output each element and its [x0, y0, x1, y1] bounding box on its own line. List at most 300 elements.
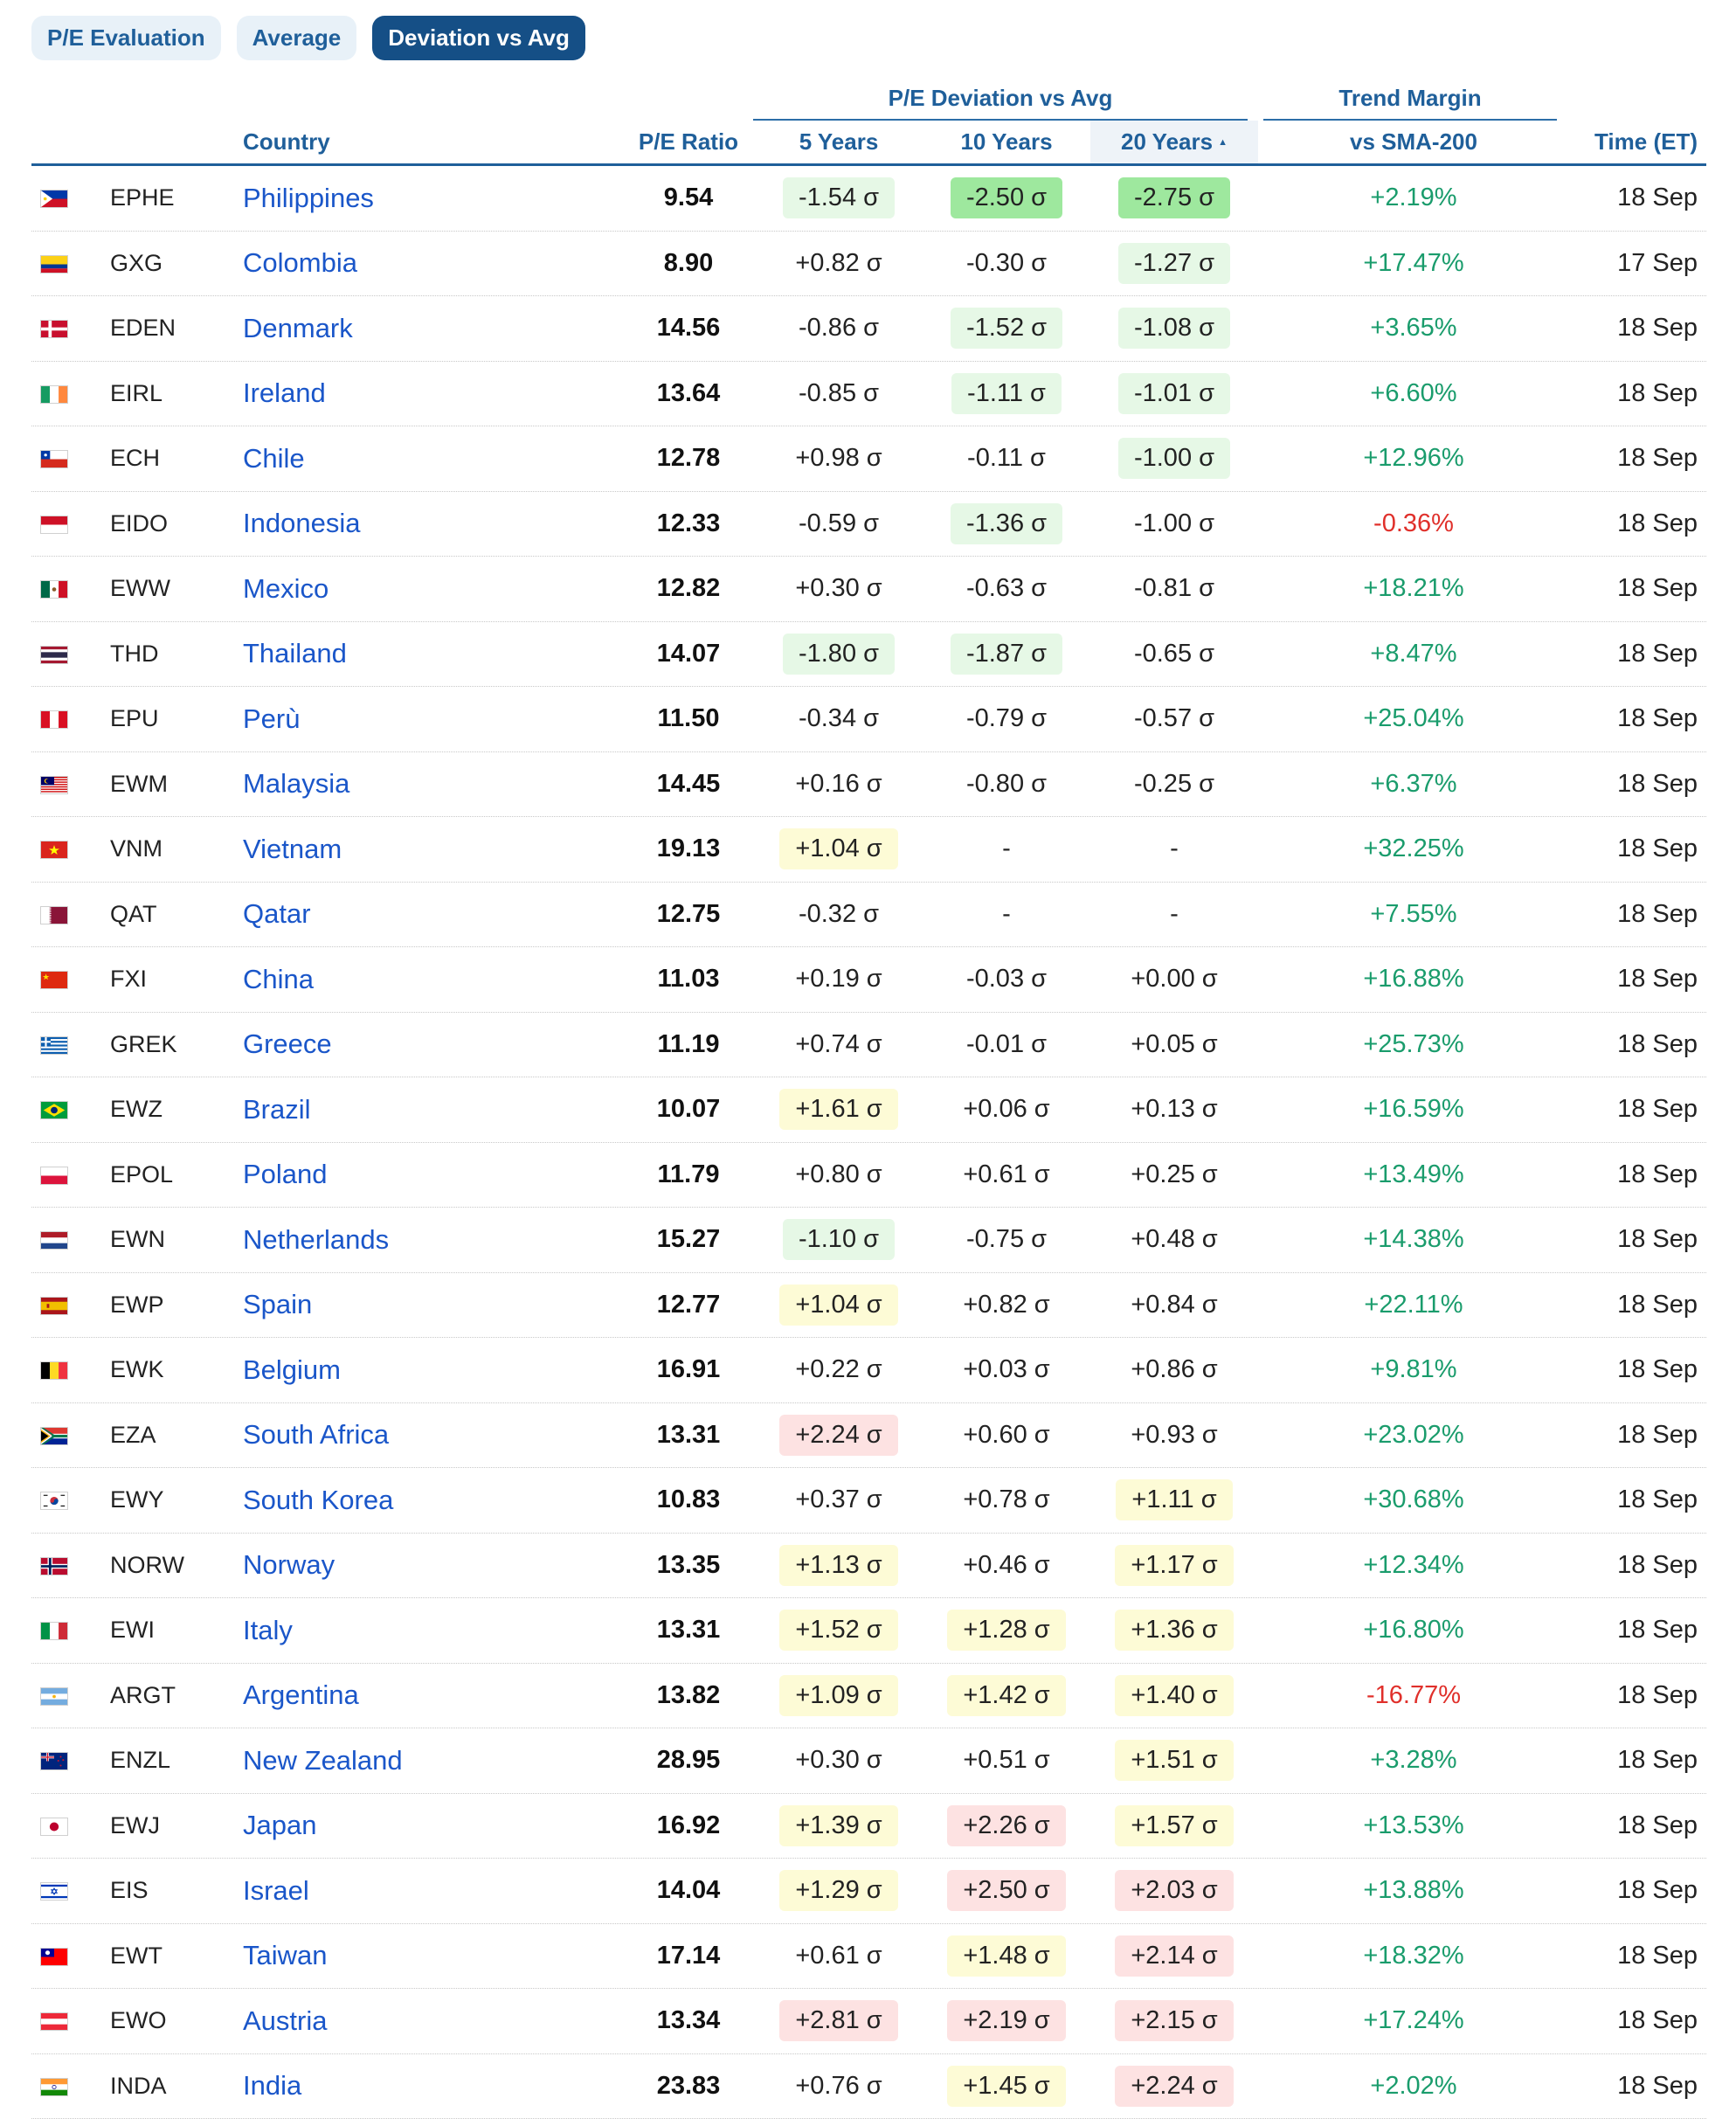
spain-flag-icon [40, 1297, 68, 1315]
table-row [31, 1273, 1706, 1339]
deviation-20y-cell [1090, 1338, 1258, 1402]
table-row [31, 1924, 1706, 1990]
deviation-10y-cell [923, 426, 1090, 491]
ticker-symbol: EWM [110, 752, 168, 817]
colombia-flag-icon [40, 255, 68, 274]
country-link[interactable]: Vietnam [243, 817, 342, 882]
trend-margin-value: +18.32% [1265, 1924, 1562, 1989]
time-value: 18 Sep [1617, 687, 1698, 751]
country-link[interactable]: Colombia [243, 232, 357, 296]
country-link[interactable]: China [243, 947, 314, 1012]
deviation-20y-cell [1090, 752, 1258, 817]
china-flag-icon [40, 971, 68, 989]
ticker-symbol: THD [110, 622, 159, 687]
deviation-10y-value: -1.87 σ [951, 634, 1062, 675]
pe-ratio-value: 14.04 [566, 1859, 811, 1923]
deviation-20y-cell [1090, 1468, 1258, 1533]
deviation-5y-value: -0.34 σ [783, 698, 895, 739]
deviation-10y-value: +1.42 σ [947, 1675, 1065, 1716]
deviation-10y-cell [923, 687, 1090, 751]
trend-margin-value: +9.81% [1265, 1338, 1562, 1402]
deviation-10y-value: -1.36 σ [951, 503, 1062, 544]
deviation-5y-value: -0.32 σ [783, 894, 895, 935]
italy-flag-icon [40, 1622, 68, 1640]
trend-margin-value: +7.55% [1265, 883, 1562, 947]
time-value: 18 Sep [1617, 1794, 1698, 1859]
deviation-20y-value: +0.93 σ [1115, 1415, 1233, 1456]
norway-flag-icon [40, 1557, 68, 1575]
country-link[interactable]: Philippines [243, 166, 374, 231]
header-vs-sma-200[interactable]: vs SMA-200 [1265, 121, 1562, 163]
ticker-symbol: EWI [110, 1598, 155, 1663]
deviation-20y-value: +2.03 σ [1115, 1870, 1233, 1911]
deviation-10y-cell [923, 1924, 1090, 1989]
deviation-10y-value: +0.51 σ [947, 1740, 1065, 1781]
country-link[interactable]: Malaysia [243, 752, 349, 817]
deviation-10y-cell [923, 557, 1090, 621]
table-row [31, 426, 1706, 492]
time-value: 18 Sep [1617, 1077, 1698, 1142]
deviation-5y-cell [755, 1077, 923, 1142]
trend-margin-value: +14.38% [1265, 1208, 1562, 1272]
time-value: 18 Sep [1617, 1728, 1698, 1793]
deviation-20y-cell [1090, 1273, 1258, 1338]
deviation-20y-value: +1.40 σ [1115, 1675, 1233, 1716]
ticker-symbol: EWK [110, 1338, 164, 1402]
deviation-20y-cell [1090, 1143, 1258, 1208]
japan-flag-icon [40, 1818, 68, 1836]
ticker-symbol: EWW [110, 557, 170, 621]
trend-margin-value: +13.88% [1265, 1859, 1562, 1923]
table-row [31, 1534, 1706, 1599]
deviation-20y-value: -0.25 σ [1118, 764, 1230, 805]
table-row [31, 1989, 1706, 2054]
pe-ratio-value: 12.77 [566, 1273, 811, 1338]
deviation-5y-value: +0.19 σ [779, 959, 897, 1000]
country-link[interactable]: Greece [243, 1013, 332, 1077]
deviation-20y-cell [1090, 687, 1258, 751]
deviation-5y-cell [755, 362, 923, 426]
deviation-20y-cell [1090, 1208, 1258, 1272]
india-flag-icon [40, 2078, 68, 2096]
deviation-20y-value: +2.14 σ [1115, 1935, 1233, 1977]
country-link[interactable]: Japan [243, 1794, 316, 1859]
country-link[interactable]: Thailand [243, 622, 347, 687]
time-value: 18 Sep [1617, 492, 1698, 557]
deviation-10y-value: +0.61 σ [947, 1154, 1065, 1195]
table-row [31, 1664, 1706, 1729]
deviation-20y-value: +0.00 σ [1115, 959, 1233, 1000]
country-link[interactable]: South Korea [243, 1468, 393, 1533]
header-20-years-label: 20 Years [1121, 128, 1213, 156]
table-row [31, 622, 1706, 688]
country-link[interactable]: Mexico [243, 557, 329, 621]
pe-ratio-value: 14.07 [566, 622, 811, 687]
deviation-5y-cell [755, 1143, 923, 1208]
table-row [31, 1794, 1706, 1859]
pe-ratio-value: 14.56 [566, 296, 811, 361]
trend-margin-value: +23.02% [1265, 1403, 1562, 1468]
austria-flag-icon [40, 2012, 68, 2031]
deviation-20y-cell [1090, 1598, 1258, 1663]
deviation-10y-cell [923, 1468, 1090, 1533]
table-row [31, 1338, 1706, 1403]
country-link[interactable]: Italy [243, 1598, 293, 1663]
deviation-5y-value: +1.09 σ [779, 1675, 897, 1716]
header-pe-ratio[interactable]: P/E Ratio [566, 121, 811, 163]
deviation-20y-value: +0.25 σ [1115, 1154, 1233, 1195]
tab-average[interactable]: Average [237, 16, 357, 60]
table-row [31, 232, 1706, 297]
table-row [31, 752, 1706, 818]
new-zealand-flag-icon [40, 1752, 68, 1770]
deviation-5y-value: +1.04 σ [779, 1285, 897, 1326]
ticker-symbol: EIRL [110, 362, 163, 426]
trend-margin-value: +16.88% [1265, 947, 1562, 1012]
country-link[interactable]: Argentina [243, 1664, 359, 1728]
deviation-5y-value: +1.52 σ [779, 1610, 897, 1651]
deviation-5y-cell [755, 1664, 923, 1728]
country-link[interactable]: Netherlands [243, 1208, 389, 1272]
deviation-5y-cell [755, 557, 923, 621]
deviation-20y-value: +1.17 σ [1115, 1545, 1233, 1586]
thailand-flag-icon [40, 646, 68, 664]
time-value: 18 Sep [1617, 1534, 1698, 1598]
table-row [31, 883, 1706, 948]
deviation-10y-value: -1.11 σ [951, 373, 1062, 414]
deviation-10y-value: -0.01 σ [951, 1024, 1062, 1065]
deviation-20y-value: - [1154, 894, 1194, 935]
pe-ratio-value: 9.54 [566, 166, 811, 231]
ticker-symbol: GREK [110, 1013, 177, 1077]
deviation-5y-cell [755, 622, 923, 687]
time-value: 18 Sep [1617, 1468, 1698, 1533]
time-value: 18 Sep [1617, 166, 1698, 231]
pe-ratio-value: 11.79 [566, 1143, 811, 1208]
header-country[interactable]: Country [243, 121, 330, 163]
deviation-20y-value: +0.05 σ [1115, 1024, 1233, 1065]
south-africa-flag-icon [40, 1427, 68, 1445]
mexico-flag-icon [40, 580, 68, 599]
country-link[interactable]: Norway [243, 1534, 335, 1598]
deviation-10y-cell [923, 1013, 1090, 1077]
deviation-10y-value: -0.30 σ [951, 243, 1062, 284]
header-group-deviation: P/E Deviation vs Avg [753, 77, 1248, 121]
trend-margin-value: +17.24% [1265, 1989, 1562, 2053]
time-value: 18 Sep [1617, 947, 1698, 1012]
table-row [31, 1143, 1706, 1208]
deviation-5y-value: +0.30 σ [779, 1740, 897, 1781]
deviation-20y-cell [1090, 296, 1258, 361]
time-value: 18 Sep [1617, 1598, 1698, 1663]
pe-ratio-value: 8.90 [566, 232, 811, 296]
deviation-5y-cell [755, 1208, 923, 1272]
time-value: 18 Sep [1617, 1403, 1698, 1468]
deviation-10y-value: +2.19 σ [947, 2000, 1065, 2041]
deviation-5y-cell [755, 817, 923, 882]
pe-ratio-value: 16.91 [566, 1338, 811, 1402]
deviation-5y-cell [755, 1924, 923, 1989]
tab-pe-evaluation[interactable]: P/E Evaluation [31, 16, 221, 60]
deviation-20y-value: -2.75 σ [1118, 177, 1230, 218]
deviation-10y-cell [923, 1598, 1090, 1663]
pe-ratio-value: 11.03 [566, 947, 811, 1012]
time-value: 18 Sep [1617, 1664, 1698, 1728]
greece-flag-icon [40, 1036, 68, 1055]
country-link[interactable]: Perù [243, 687, 300, 751]
deviation-20y-value: -1.08 σ [1118, 308, 1230, 349]
table-row [31, 362, 1706, 427]
deviation-10y-value: -0.75 σ [951, 1219, 1062, 1260]
header-time[interactable]: Time (ET) [1594, 121, 1698, 163]
deviation-20y-value: -1.00 σ [1118, 503, 1230, 544]
trend-margin-value: +13.49% [1265, 1143, 1562, 1208]
ticker-symbol: GXG [110, 232, 163, 296]
country-link[interactable]: Brazil [243, 1077, 311, 1142]
deviation-5y-value: -1.54 σ [783, 177, 895, 218]
deviation-5y-cell [755, 166, 923, 231]
chile-flag-icon [40, 450, 68, 468]
time-value: 18 Sep [1617, 1338, 1698, 1402]
deviation-10y-value: +1.48 σ [947, 1935, 1065, 1977]
deviation-10y-value: +2.50 σ [947, 1870, 1065, 1911]
deviation-10y-cell [923, 947, 1090, 1012]
deviation-20y-cell [1090, 1534, 1258, 1598]
deviation-5y-cell [755, 883, 923, 947]
pe-ratio-value: 19.13 [566, 817, 811, 882]
deviation-5y-cell [755, 1273, 923, 1338]
ticker-symbol: ENZL [110, 1728, 170, 1793]
trend-margin-value: +30.68% [1265, 1468, 1562, 1533]
ticker-symbol: INDA [110, 2054, 167, 2119]
pe-ratio-value: 23.83 [566, 2054, 811, 2119]
time-value: 18 Sep [1617, 362, 1698, 426]
deviation-10y-cell [923, 362, 1090, 426]
deviation-5y-value: -1.10 σ [783, 1219, 895, 1260]
deviation-10y-value: -0.03 σ [951, 959, 1062, 1000]
deviation-5y-value: -1.80 σ [783, 634, 895, 675]
country-link[interactable]: Spain [243, 1273, 312, 1338]
brazil-flag-icon [40, 1101, 68, 1119]
country-link[interactable]: New Zealand [243, 1728, 403, 1793]
deviation-10y-value: -1.52 σ [951, 308, 1062, 349]
table-header [31, 121, 1706, 166]
deviation-10y-cell [923, 2054, 1090, 2119]
pe-ratio-value: 16.92 [566, 1794, 811, 1859]
denmark-flag-icon [40, 320, 68, 338]
taiwan-flag-icon [40, 1948, 68, 1966]
country-link[interactable]: Ireland [243, 362, 326, 426]
deviation-5y-cell [755, 232, 923, 296]
ticker-symbol: EWY [110, 1468, 164, 1533]
qatar-flag-icon [40, 906, 68, 924]
deviation-5y-cell [755, 1598, 923, 1663]
deviation-20y-value: +0.48 σ [1115, 1219, 1233, 1260]
pe-ratio-value: 12.82 [566, 557, 811, 621]
poland-flag-icon [40, 1167, 68, 1185]
deviation-20y-value: +0.86 σ [1115, 1349, 1233, 1390]
header-20-years[interactable] [1090, 121, 1258, 163]
deviation-5y-cell [755, 1794, 923, 1859]
time-value: 18 Sep [1617, 426, 1698, 491]
deviation-10y-cell [923, 1077, 1090, 1142]
ticker-symbol: ECH [110, 426, 160, 491]
trend-margin-value: +3.28% [1265, 1728, 1562, 1793]
deviation-5y-value: +0.76 σ [779, 2066, 897, 2107]
deviation-20y-cell [1090, 883, 1258, 947]
pe-ratio-value: 14.45 [566, 752, 811, 817]
indonesia-flag-icon [40, 516, 68, 534]
country-link[interactable]: Chile [243, 426, 305, 491]
deviation-10y-cell [923, 1273, 1090, 1338]
deviation-10y-value: +0.46 σ [947, 1545, 1065, 1586]
ticker-symbol: EPOL [110, 1143, 173, 1208]
trend-margin-value: +32.25% [1265, 817, 1562, 882]
deviation-10y-cell [923, 1728, 1090, 1793]
deviation-20y-value: +0.13 σ [1115, 1089, 1233, 1130]
header-group-trend: Trend Margin [1263, 77, 1557, 121]
deviation-5y-cell [755, 1859, 923, 1923]
deviation-5y-value: +1.13 σ [779, 1545, 897, 1586]
deviation-10y-value: +0.03 σ [947, 1349, 1065, 1390]
table-row [31, 2054, 1706, 2119]
deviation-10y-value: -2.50 σ [951, 177, 1062, 218]
country-link[interactable]: Belgium [243, 1338, 341, 1402]
table-row [31, 1468, 1706, 1534]
pe-ratio-value: 28.95 [566, 1728, 811, 1793]
country-link[interactable]: Poland [243, 1143, 328, 1208]
time-value: 18 Sep [1617, 1859, 1698, 1923]
deviation-20y-value: -1.01 σ [1118, 373, 1230, 414]
country-link[interactable]: Israel [243, 1859, 309, 1923]
pe-ratio-value: 12.33 [566, 492, 811, 557]
deviation-20y-value: +1.36 σ [1115, 1610, 1233, 1651]
country-link[interactable]: Austria [243, 1989, 327, 2053]
deviation-20y-value: +1.11 σ [1116, 1479, 1232, 1520]
deviation-10y-cell [923, 492, 1090, 557]
table-row [31, 1859, 1706, 1924]
peru-flag-icon [40, 710, 68, 729]
deviation-5y-cell [755, 2054, 923, 2119]
deviation-20y-cell [1090, 622, 1258, 687]
trend-margin-value: +6.37% [1265, 752, 1562, 817]
tab-deviation-vs-avg[interactable]: Deviation vs Avg [372, 16, 585, 60]
trend-margin-value: +6.60% [1265, 362, 1562, 426]
header-10-years[interactable]: 10 Years [923, 121, 1090, 163]
deviation-10y-cell [923, 296, 1090, 361]
deviation-5y-cell [755, 1403, 923, 1468]
table-row [31, 1208, 1706, 1273]
deviation-10y-cell [923, 166, 1090, 231]
trend-margin-value: +17.47% [1265, 232, 1562, 296]
deviation-10y-cell [923, 1664, 1090, 1728]
deviation-20y-cell [1090, 1924, 1258, 1989]
deviation-5y-cell [755, 947, 923, 1012]
deviation-5y-value: +0.16 σ [779, 764, 897, 805]
pe-ratio-value: 10.07 [566, 1077, 811, 1142]
deviation-5y-cell [755, 426, 923, 491]
deviation-5y-value: +0.37 σ [779, 1479, 897, 1520]
trend-margin-value: -16.77% [1265, 1664, 1562, 1728]
trend-margin-value: -0.36% [1265, 492, 1562, 557]
deviation-10y-cell [923, 752, 1090, 817]
time-value: 18 Sep [1617, 1989, 1698, 2053]
philippines-flag-icon [40, 190, 68, 208]
deviation-5y-cell [755, 1013, 923, 1077]
time-value: 18 Sep [1617, 752, 1698, 817]
country-link[interactable]: Indonesia [243, 492, 360, 557]
deviation-5y-value: +1.04 σ [779, 828, 897, 869]
pe-ratio-value: 13.31 [566, 1403, 811, 1468]
ticker-symbol: EWN [110, 1208, 165, 1272]
deviation-10y-cell [923, 232, 1090, 296]
table-row [31, 1403, 1706, 1469]
trend-margin-value: +2.02% [1265, 2054, 1562, 2119]
ticker-symbol: EPU [110, 687, 159, 751]
ticker-symbol: QAT [110, 883, 157, 947]
trend-margin-value: +12.34% [1265, 1534, 1562, 1598]
deviation-10y-value: +0.82 σ [947, 1285, 1065, 1326]
deviation-20y-value: -1.27 σ [1118, 243, 1230, 284]
table-row [31, 1598, 1706, 1664]
deviation-5y-value: +2.81 σ [779, 2000, 897, 2041]
deviation-10y-cell [923, 1338, 1090, 1402]
deviation-10y-cell [923, 1208, 1090, 1272]
table-row [31, 687, 1706, 752]
country-link[interactable]: Qatar [243, 883, 311, 947]
deviation-10y-value: -0.63 σ [951, 568, 1062, 609]
deviation-10y-value: +1.45 σ [947, 2066, 1065, 2107]
deviation-20y-cell [1090, 166, 1258, 231]
pe-ratio-value: 12.75 [566, 883, 811, 947]
header-5-years[interactable]: 5 Years [755, 121, 923, 163]
deviation-10y-value: +0.60 σ [947, 1415, 1065, 1456]
trend-margin-value: +16.80% [1265, 1598, 1562, 1663]
deviation-5y-value: +0.30 σ [779, 568, 897, 609]
ticker-symbol: EIS [110, 1859, 149, 1923]
ticker-symbol: EWT [110, 1924, 163, 1989]
deviation-5y-cell [755, 1534, 923, 1598]
deviation-5y-value: +0.61 σ [779, 1935, 897, 1977]
ticker-symbol: EZA [110, 1403, 156, 1468]
deviation-5y-value: +0.98 σ [779, 438, 897, 479]
deviation-10y-value: +2.26 σ [947, 1805, 1065, 1846]
country-link[interactable]: South Africa [243, 1403, 389, 1468]
table-row [31, 492, 1706, 557]
time-value: 18 Sep [1617, 1273, 1698, 1338]
table-row [31, 1013, 1706, 1078]
country-link[interactable]: Taiwan [243, 1924, 328, 1989]
deviation-20y-cell [1090, 1664, 1258, 1728]
deviation-20y-cell [1090, 232, 1258, 296]
deviation-20y-value: +2.24 σ [1115, 2066, 1233, 2107]
table-row [31, 166, 1706, 232]
deviation-5y-value: +2.24 σ [779, 1415, 897, 1456]
deviation-20y-cell [1090, 426, 1258, 491]
deviation-10y-value: - [986, 828, 1027, 869]
deviation-5y-value: +1.29 σ [779, 1870, 897, 1911]
table-row [31, 817, 1706, 883]
deviation-10y-value: +0.06 σ [947, 1089, 1065, 1130]
country-link[interactable]: Denmark [243, 296, 353, 361]
country-link[interactable]: India [243, 2054, 301, 2119]
ireland-flag-icon [40, 385, 68, 404]
deviation-5y-value: -0.85 σ [783, 373, 895, 414]
deviation-20y-cell [1090, 362, 1258, 426]
deviation-5y-cell [755, 296, 923, 361]
trend-margin-value: +8.47% [1265, 622, 1562, 687]
deviation-10y-cell [923, 1989, 1090, 2053]
